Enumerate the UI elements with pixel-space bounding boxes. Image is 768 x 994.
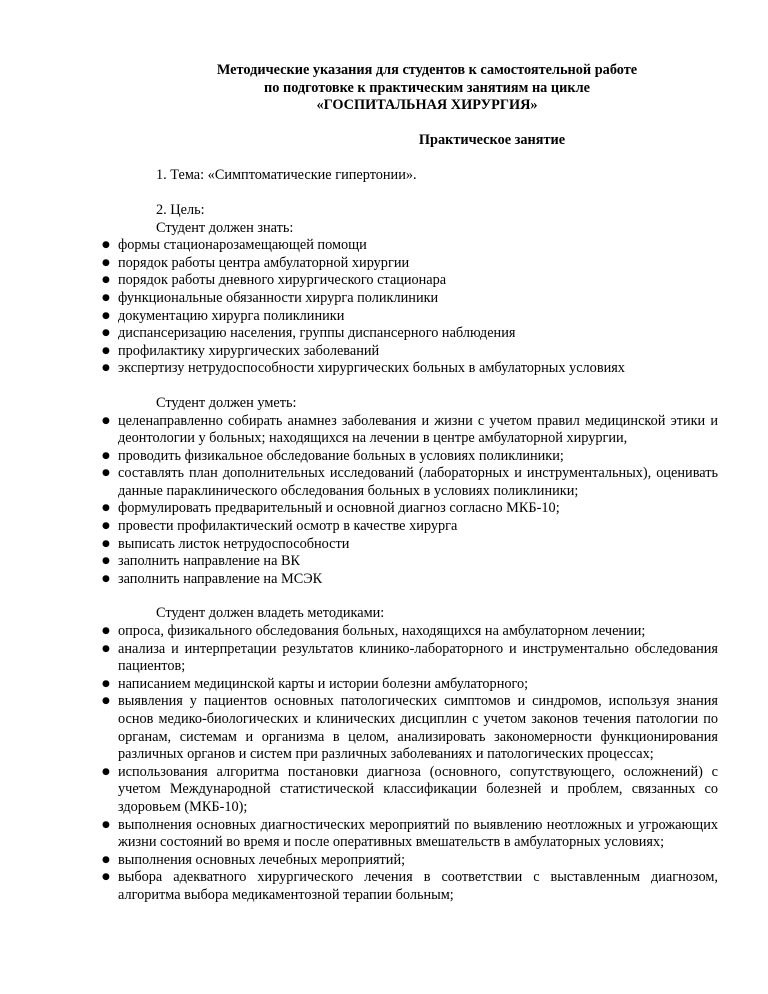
- header-line-3: «ГОСПИТАЛЬНАЯ ХИРУРГИЯ»: [316, 97, 538, 114]
- header-line-2: по подготовке к практическим занятиям на цикле: [264, 79, 590, 96]
- bullet-icon: ●: [102, 626, 110, 637]
- able-intro: Студент должен уметь:: [156, 394, 297, 411]
- methods-list: [102, 623, 718, 905]
- list-item: ● порядок работы дневного хирургического стационара: [102, 272, 447, 289]
- list-item: ● составлять план дополнительных исследований (лабораторных и инструментальных), оценивать данные параклинического обследования больных в условиях поликлиники;: [102, 465, 718, 499]
- list-item: ● заполнить направление на МСЭК: [102, 570, 323, 587]
- lesson-topic: 1. Тема: «Симптоматические гипертонии».: [156, 167, 417, 184]
- list-item: ● выписать листок нетрудоспособности: [102, 535, 350, 552]
- bullet-icon: ●: [102, 819, 110, 830]
- bullet-icon: ●: [102, 363, 110, 374]
- bullet-icon: ●: [102, 345, 110, 356]
- list-item: ● формулировать предварительный и основной диагноз согласно МКБ-10;: [102, 500, 560, 517]
- list-item: ● документацию хирурга поликлиники: [102, 307, 345, 324]
- list-item: ● формы стационарозамещающей помощи: [102, 237, 367, 254]
- bullet-icon: ●: [102, 643, 110, 654]
- list-item: ● целенаправленно собирать анамнез заболевания и жизни с учетом правил медицинской этики и деонтологии у больных; находящихся на лечении в центре амбулаторной хирургии,: [102, 412, 718, 447]
- lesson-heading: Практическое занятие: [418, 131, 566, 148]
- bullet-icon: ●: [102, 573, 110, 584]
- bullet-icon: ●: [102, 854, 110, 865]
- list-item: ● проводить физикальное обследование больных в условиях поликлиники;: [102, 447, 564, 464]
- bullet-icon: ●: [102, 257, 110, 268]
- list-item: ● выполнения основных лечебных мероприятий;: [102, 851, 406, 868]
- list-item: ● использования алгоритма постановки диагноза (основного, сопутствующего, осложнений) с учетом Международной статистической классификации болезней и проблем, связанных со здоровьем (МКБ-10);: [102, 763, 718, 815]
- methods-intro: Студент должен владеть методиками:: [156, 605, 385, 622]
- bullet-icon: ●: [102, 468, 110, 479]
- list-item: ● выполнения основных диагностических мероприятий по выявлению неотложных и угрожающих жизни состояний во время и после оперативных вмешательств в амбулаторных условиях;: [102, 816, 718, 851]
- able-list: [102, 412, 718, 589]
- bullet-icon: ●: [102, 556, 110, 567]
- list-item: ● выбора адекватного хирургического лечения в соответствии с выставленным диагнозом, алгоритма выбора медикаментозной терапии больным;: [102, 869, 718, 903]
- document-header: [118, 62, 736, 115]
- header-line-1: Методические указания для студентов к самостоятельной работе: [216, 62, 638, 78]
- know-list: [102, 237, 718, 378]
- list-item: ● функциональные обязанности хирурга поликлиники: [102, 289, 439, 306]
- list-item: ● порядок работы центра амбулаторной хирургии: [102, 254, 410, 271]
- bullet-icon: ●: [102, 538, 110, 549]
- list-item: ● экспертизу нетрудоспособности хирургических больных в амбулаторных условиях: [102, 360, 625, 377]
- lesson-goal-label: 2. Цель:: [156, 201, 205, 218]
- know-intro: Студент должен знать:: [156, 219, 294, 236]
- list-item: ● диспансеризацию населения, группы диспансерного наблюдения: [102, 325, 516, 342]
- list-item: ● анализа и интерпретации результатов клинико-лабораторного и инструментально обследования пациентов;: [102, 640, 718, 675]
- bullet-icon: ●: [102, 310, 110, 321]
- bullet-icon: ●: [102, 240, 110, 251]
- bullet-icon: ●: [102, 328, 110, 339]
- bullet-icon: ●: [102, 678, 110, 689]
- bullet-icon: ●: [102, 766, 110, 777]
- list-item: ● выявления у пациентов основных патологических симптомов и синдромов, используя знания основ медико-биологических и клинических дисциплин с учетом законов течения патологии по органам, системам и организма в целом, анализировать закономерности функционирования различных органов и систем при различных заболеваниях и патологических процессах;: [102, 693, 718, 763]
- list-item: ● написанием медицинской карты и истории болезни амбулаторного;: [102, 675, 529, 692]
- bullet-icon: ●: [102, 503, 110, 514]
- bullet-icon: ●: [102, 275, 110, 286]
- list-item: ● профилактику хирургических заболеваний: [102, 342, 380, 359]
- list-item: ● опроса, физикального обследования больных, находящихся на амбулаторном лечении;: [102, 623, 646, 640]
- bullet-icon: ●: [102, 521, 110, 532]
- bullet-icon: ●: [102, 292, 110, 303]
- list-item: ● заполнить направление на ВК: [102, 553, 301, 570]
- bullet-icon: ●: [102, 415, 110, 426]
- bullet-icon: ●: [102, 872, 110, 883]
- list-item: ● провести профилактический осмотр в качестве хирурга: [102, 518, 458, 535]
- bullet-icon: ●: [102, 696, 110, 707]
- bullet-icon: ●: [102, 450, 110, 461]
